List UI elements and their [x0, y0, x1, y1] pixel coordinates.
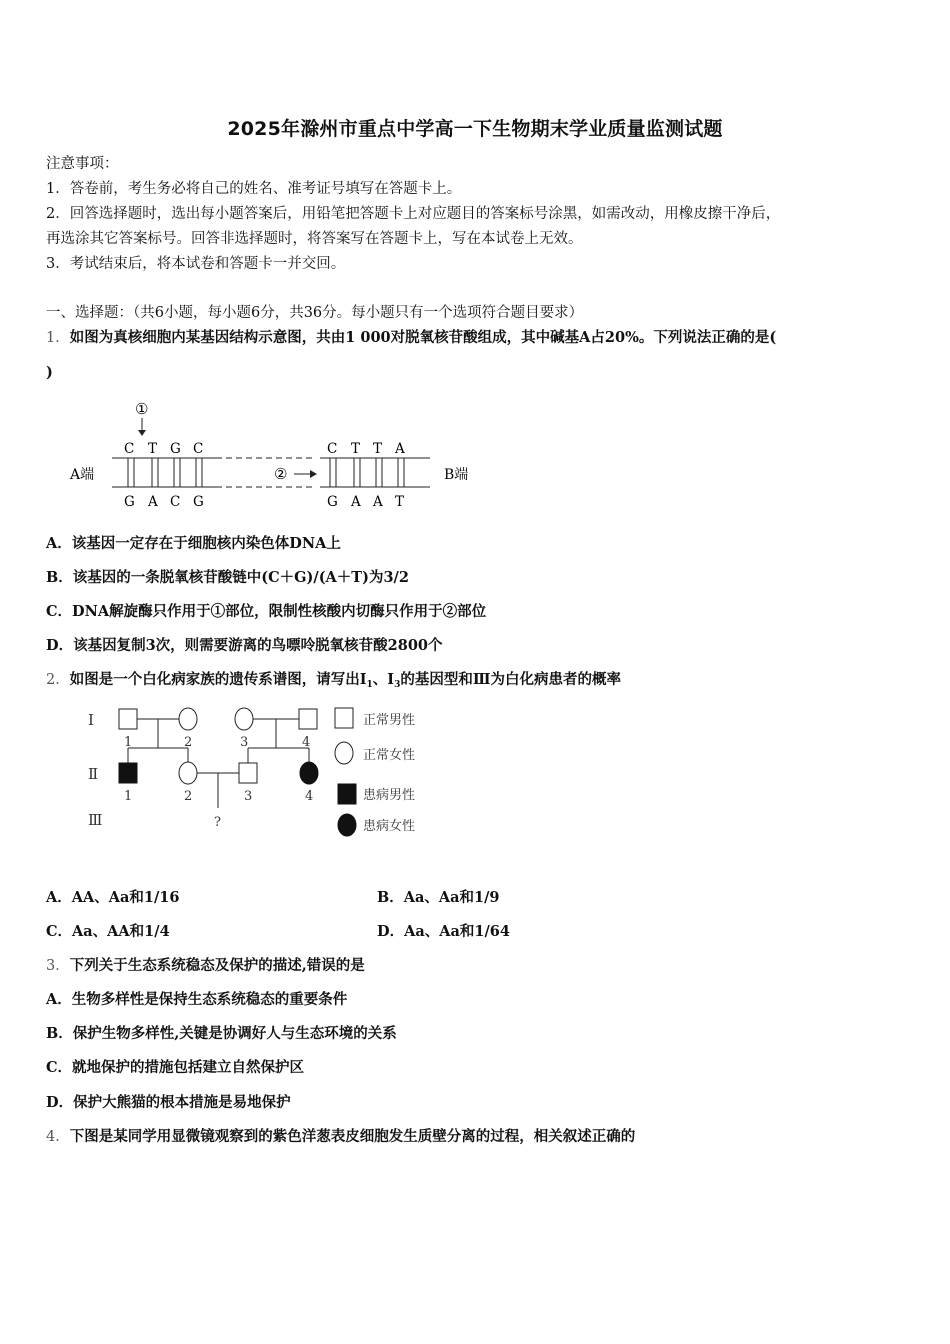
- marker-1: ①: [135, 400, 149, 418]
- notice-item: 再选涂其它答案标号。回答非选择题时，将答案写在答题卡上，写在本试卷上无效。: [46, 231, 583, 247]
- option-b[interactable]: B．保护生物多样性,关键是协调好人与生态环境的关系: [46, 1025, 397, 1042]
- normal-male: [239, 763, 257, 783]
- normal-female: [235, 708, 253, 730]
- base-label: G: [170, 441, 181, 457]
- base-label: A: [373, 494, 383, 510]
- marker-2: ②: [274, 465, 288, 483]
- notice-heading: 注意事项：: [46, 156, 119, 172]
- option-a[interactable]: A．AA、Aa和1/16: [46, 889, 180, 906]
- question-3-stem: [46, 954, 365, 975]
- individual-number: 3: [240, 735, 249, 750]
- question-number: 3．: [46, 958, 70, 974]
- normal-male: [119, 709, 137, 729]
- subscript: 3: [394, 680, 401, 690]
- question-number: 1．: [46, 330, 70, 346]
- base-label: T: [373, 441, 383, 457]
- base-label: G: [193, 494, 204, 510]
- notice-item: 1．答卷前，考生务必将自己的姓名、准考证号填写在答题卡上。: [46, 181, 462, 197]
- notice-item: 2．回答选择题时，选出每小题答案后，用铅笔把答题卡上对应题目的答案标号涂黑，如需改动，用橡皮擦干净后，: [46, 206, 781, 222]
- base-label: G: [124, 494, 135, 510]
- base-label: G: [327, 494, 338, 510]
- option-b[interactable]: B．Aa、Aa和1/9: [377, 889, 500, 906]
- base-label: C: [193, 441, 204, 457]
- option-a[interactable]: A．该基因一定存在于细胞核内染色体DNA上: [46, 535, 341, 552]
- right-end-label: B端: [444, 467, 469, 483]
- base-label: T: [395, 494, 405, 510]
- bottom-left-bases: [124, 494, 204, 510]
- legend-affected-male-symbol: [338, 784, 356, 804]
- individual-number: 2: [184, 789, 193, 804]
- legend-normal-female-symbol: [335, 742, 353, 764]
- page-title: 2025年滁州市重点中学高一下生物期末学业质量监测试题: [227, 118, 723, 140]
- generation-label: Ⅲ: [88, 811, 103, 829]
- normal-female: [179, 762, 197, 784]
- legend-label: 患病男性: [363, 788, 416, 803]
- question-1-stem: [46, 326, 776, 347]
- question-text: 下图是某同学用显微镜观察到的紫色洋葱表皮细胞发生质壁分离的过程，相关叙述正确的: [69, 1128, 636, 1145]
- legend-label: 患病女性: [363, 819, 416, 834]
- legend-label: 正常男性: [363, 713, 416, 728]
- base-label: C: [170, 494, 181, 510]
- option-d[interactable]: D．Aa、Aa和1/64: [377, 923, 510, 940]
- affected-male: [119, 763, 137, 783]
- individual-number: 4: [302, 735, 311, 750]
- pedigree-chart: [80, 700, 440, 840]
- generation-label: Ⅱ: [88, 765, 99, 783]
- top-left-bases: [124, 441, 203, 457]
- option-c[interactable]: C．Aa、AA和1/4: [46, 923, 170, 940]
- section-heading: 一、选择题：（共6小题，每小题6分，共36分。每小题只有一个选项符合题目要求）: [46, 305, 584, 321]
- question-text: 、Ⅰ: [372, 671, 395, 688]
- subscript: 1: [366, 680, 373, 690]
- individual-number: 1: [124, 789, 133, 804]
- option-d[interactable]: D．保护大熊猫的根本措施是易地保护: [46, 1094, 291, 1111]
- individual-number: 1: [124, 735, 133, 750]
- individual-number: 4: [305, 789, 314, 804]
- question-text: 下列关于生态系统稳态及保护的描述,错误的是: [69, 957, 365, 974]
- left-end-label: A端: [70, 467, 95, 483]
- option-a[interactable]: A．生物多样性是保持生态系统稳态的重要条件: [46, 991, 348, 1008]
- question-text: 如图是一个白化病家族的遗传系谱图，请写出Ⅰ: [69, 671, 367, 688]
- normal-female: [179, 708, 197, 730]
- legend-affected-female-symbol: [338, 814, 356, 836]
- question-number: 4．: [46, 1129, 70, 1145]
- notice-item: 3．考试结束后，将本试卷和答题卡一并交回。: [46, 256, 346, 272]
- bottom-right-bases: [327, 494, 404, 510]
- option-b[interactable]: B．该基因的一条脱氧核苷酸链中(C＋G)/(A＋T)为3/2: [46, 569, 409, 586]
- question-text: 的基因型和Ⅲ为白化病患者的概率: [400, 671, 622, 688]
- option-d[interactable]: D．该基因复制3次，则需要游离的鸟嘌呤脱氧核苷酸2800个: [46, 637, 443, 654]
- option-c[interactable]: C．DNA解旋酶只作用于①部位，限制性核酸内切酶只作用于②部位: [46, 603, 487, 620]
- question-4-stem: [46, 1125, 635, 1146]
- base-label: C: [327, 441, 338, 457]
- base-label: T: [351, 441, 361, 457]
- base-label: T: [148, 441, 158, 457]
- base-label: C: [124, 441, 135, 457]
- top-right-bases: [327, 441, 405, 457]
- unknown-offspring: ?: [214, 815, 221, 830]
- base-label: A: [148, 494, 158, 510]
- option-c[interactable]: C．就地保护的措施包括建立自然保护区: [46, 1059, 305, 1076]
- individual-number: 3: [244, 789, 253, 804]
- question-1-stem-tail: ): [46, 364, 53, 381]
- affected-female: [300, 762, 318, 784]
- question-number: 2．: [46, 672, 70, 688]
- legend-normal-male-symbol: [335, 708, 353, 728]
- base-label: A: [395, 441, 405, 457]
- dna-diagram: [60, 396, 500, 514]
- legend-label: 正常女性: [363, 748, 416, 763]
- generation-label: Ⅰ: [88, 711, 94, 729]
- question-text: 如图为真核细胞内某基因结构示意图，共由1 000对脱氧核苷酸组成，其中碱基A占20%。下列说法正确的是(: [69, 329, 777, 346]
- question-2-stem: [46, 668, 621, 690]
- base-label: A: [351, 494, 361, 510]
- normal-male: [299, 709, 317, 729]
- individual-number: 2: [184, 735, 193, 750]
